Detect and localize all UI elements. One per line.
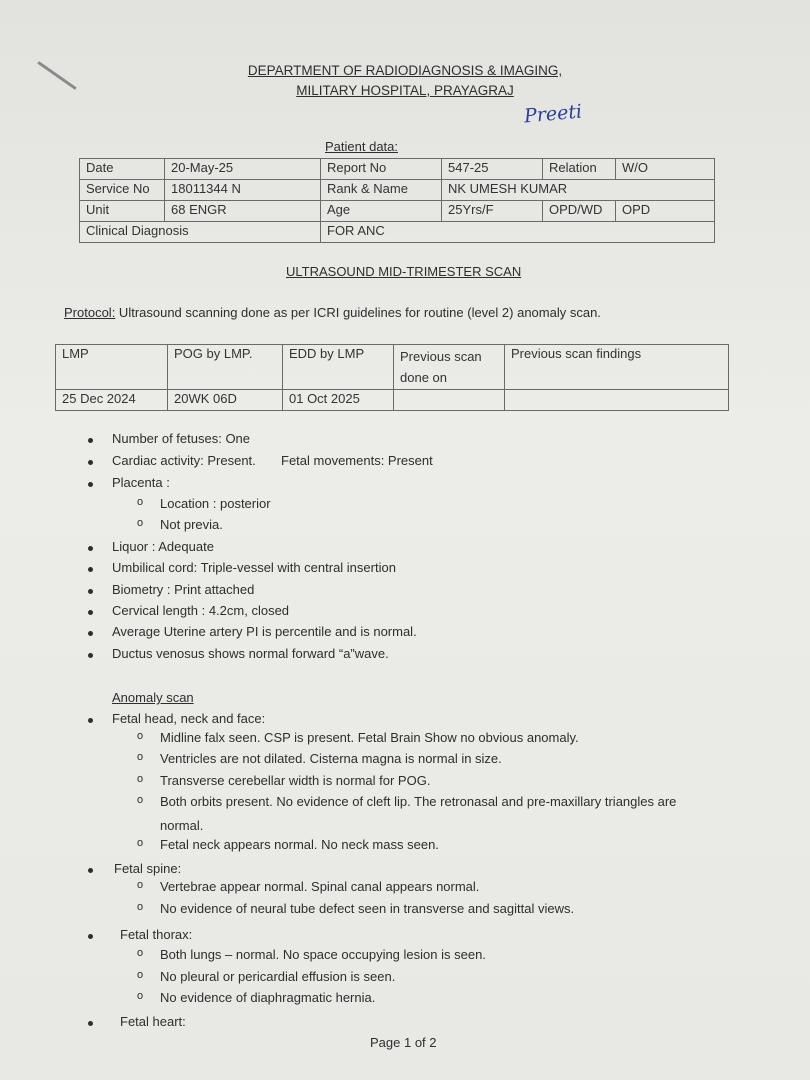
bullet-icon — [88, 1021, 93, 1026]
finding-line: Fetal spine: — [114, 861, 182, 876]
sub-bullet-icon: o — [137, 837, 144, 849]
finding-line: No evidence of neural tube defect seen in transverse and sagittal views. — [160, 901, 575, 916]
sub-bullet-icon: o — [137, 730, 144, 742]
patient-data-label: Patient data: — [325, 139, 398, 154]
prev-scan-findings-header: Previous scan findings — [505, 345, 729, 390]
diagnosis-value: FOR ANC — [321, 222, 715, 243]
sub-bullet-icon: o — [137, 879, 144, 891]
rank-label: Rank & Name — [321, 180, 442, 201]
service-value: 18011344 N — [165, 180, 321, 201]
sub-bullet-icon: o — [137, 517, 144, 529]
opd-label: OPD/WD — [543, 201, 616, 222]
finding-line: Midline falx seen. CSP is present. Fetal Brain Show no obvious anomaly. — [160, 730, 579, 745]
finding-line: Not previa. — [160, 517, 223, 532]
prev-scan-findings-value — [505, 390, 729, 411]
report-value: 547-25 — [442, 159, 543, 180]
edd-value: 01 Oct 2025 — [283, 390, 394, 411]
finding-line: Average Uterine artery PI is percentile and is normal. — [112, 624, 417, 639]
finding-line: Fetal neck appears normal. No neck mass seen. — [160, 837, 439, 852]
bullet-icon — [88, 482, 93, 487]
bullet-icon — [88, 460, 93, 465]
finding-line: Placenta : — [112, 475, 170, 490]
finding-line: Number of fetuses: One — [112, 431, 251, 446]
relation-value: W/O — [616, 159, 715, 180]
report-label: Report No — [321, 159, 442, 180]
finding-line: No pleural or pericardial effusion is seen. — [160, 969, 396, 984]
finding-line: No evidence of diaphragmatic hernia. — [160, 990, 376, 1005]
finding-line: Cardiac activity: Present. — [112, 453, 256, 468]
page-number: Page 1 of 2 — [370, 1035, 437, 1050]
protocol — [64, 305, 601, 320]
department-title: DEPARTMENT OF RADIODIAGNOSIS & IMAGING, — [247, 63, 563, 78]
sub-bullet-icon: o — [137, 751, 144, 763]
finding-line: Both orbits present. No evidence of cleft lip. The retronasal and pre-maxillary triangles are — [160, 794, 677, 809]
protocol-label: Protocol: — [64, 305, 116, 320]
protocol-text: Ultrasound scanning done as per ICRI guidelines for routine (level 2) anomaly scan. — [115, 305, 601, 320]
finding-line: Ventricles are not dilated. Cisterna magna is normal in size. — [160, 751, 502, 766]
lmp-value: 25 Dec 2024 — [56, 390, 168, 411]
scan-title: ULTRASOUND MID-TRIMESTER SCAN — [286, 264, 522, 279]
finding-line: Liquor : Adequate — [112, 539, 214, 554]
rank-value: NK UMESH KUMAR — [442, 180, 715, 201]
finding-line: Transverse cerebellar width is normal for POG. — [160, 773, 431, 788]
sub-bullet-icon: o — [137, 773, 144, 785]
finding-line: Biometry : Print attached — [112, 582, 255, 597]
finding-line: Fetal thorax: — [120, 927, 193, 942]
finding-line: Cervical length : 4.2cm, closed — [112, 603, 290, 618]
sub-bullet-icon: o — [137, 496, 144, 508]
relation-label: Relation — [543, 159, 616, 180]
sub-bullet-icon: o — [137, 901, 144, 913]
finding-line: Ductus venosus shows normal forward “a”wave. — [112, 646, 389, 661]
prev-scan-date-header: Previous scan done on — [394, 345, 505, 390]
date-label: Date — [80, 159, 165, 180]
age-value: 25Yrs/F — [442, 201, 543, 222]
sub-bullet-icon: o — [137, 969, 144, 981]
date-value: 20-May-25 — [165, 159, 321, 180]
prev-scan-date-value — [394, 390, 505, 411]
bullet-icon — [88, 567, 93, 572]
bullet-icon — [88, 589, 93, 594]
hospital-title: MILITARY HOSPITAL, PRAYAGRAJ — [296, 83, 514, 98]
finding-line: Fetal movements: Present — [281, 453, 433, 468]
edd-header: EDD by LMP — [283, 345, 394, 390]
bullet-icon — [88, 438, 93, 443]
bullet-icon — [88, 718, 93, 723]
opd-value: OPD — [616, 201, 715, 222]
finding-line: Both lungs – normal. No space occupying lesion is seen. — [160, 947, 486, 962]
pog-header: POG by LMP. — [168, 345, 283, 390]
unit-value: 68 ENGR — [165, 201, 321, 222]
sub-bullet-icon: o — [137, 947, 144, 959]
pog-value: 20WK 06D — [168, 390, 283, 411]
bullet-icon — [88, 934, 93, 939]
bullet-icon — [88, 653, 93, 658]
patient-table — [79, 158, 715, 243]
sub-bullet-icon: o — [137, 794, 144, 806]
finding-line: Umbilical cord: Triple-vessel with central insertion — [112, 560, 396, 575]
finding-line: Fetal head, neck and face: — [112, 711, 266, 726]
section-heading: Anomaly scan — [112, 690, 194, 705]
finding-line: normal. — [160, 818, 204, 833]
finding-line: Fetal heart: — [120, 1014, 186, 1029]
handwritten-name: Preeti — [523, 100, 583, 128]
bullet-icon — [88, 546, 93, 551]
finding-line: Location : posterior — [160, 496, 271, 511]
unit-label: Unit — [80, 201, 165, 222]
diagnosis-label: Clinical Diagnosis — [80, 222, 321, 243]
bullet-icon — [88, 610, 93, 615]
age-label: Age — [321, 201, 442, 222]
dates-table — [55, 344, 729, 411]
sub-bullet-icon: o — [137, 990, 144, 1002]
service-label: Service No — [80, 180, 165, 201]
bullet-icon — [88, 631, 93, 636]
finding-line: Vertebrae appear normal. Spinal canal appears normal. — [160, 879, 480, 894]
bullet-icon — [88, 868, 93, 873]
lmp-header: LMP — [56, 345, 168, 390]
